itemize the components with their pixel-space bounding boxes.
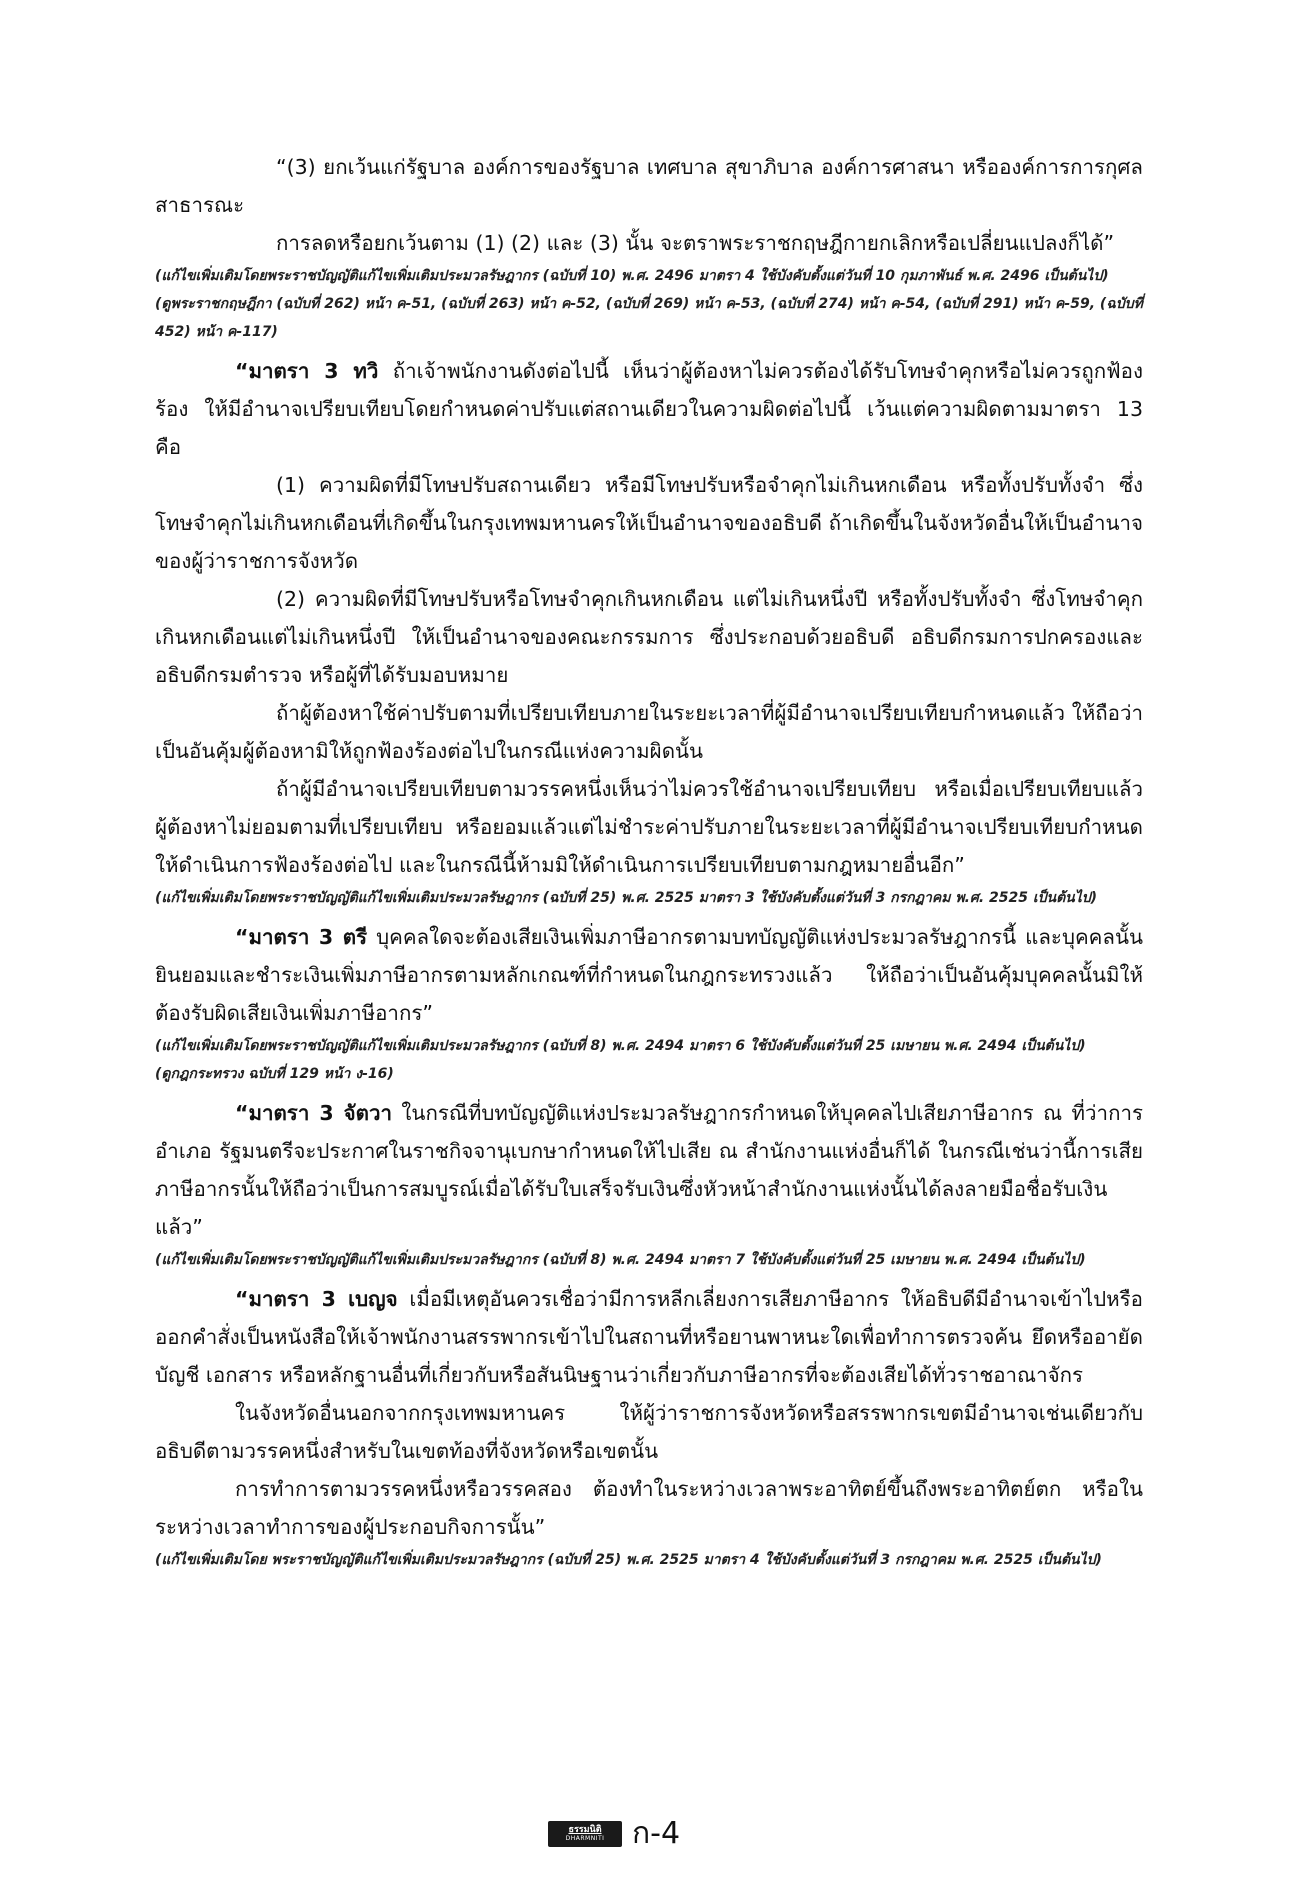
section-3-quinque-heading: “มาตรา 3 เบญจ xyxy=(235,1287,398,1311)
amendment-note: (แก้ไขเพิ่มเติมโดยพระราชบัญญัติแก้ไขเพิ่มเติมประมวลรัษฎากร (ฉบับที่ 8) พ.ศ. 2494 มาตรา 7 ใช้บังคับตั้งแต่วันที่ 25 เมษายน พ.ศ. 2494 เป็นต้นไป) xyxy=(155,1252,1086,1268)
dharmniti-logo xyxy=(548,1821,622,1847)
section-3-quater-heading: “มาตรา 3 จัตวา xyxy=(235,1101,393,1125)
section-3-bis-item-2: (2) ความผิดที่มีโทษปรับหรือโทษจำคุกเกินหกเดือน แต่ไม่เกินหนึ่งปี หรือทั้งปรับทั้งจำ ซึ่งโทษจำคุกเกินหกเดือนแต่ไม่เกินหนึ่งปี ให้เป็นอำนาจของคณะกรรมการ ซึ่งประกอบด้วยอธิบดี อธิบดีกรมการปกครองและอธิบดีกรมตำรวจ หรือผู้ที่ได้รับมอบหมาย xyxy=(155,587,1143,687)
amendment-note: (แก้ไขเพิ่มเติมโดยพระราชบัญญัติแก้ไขเพิ่มเติมประมวลรัษฎากร (ฉบับที่ 25) พ.ศ. 2525 มาตรา 3 ใช้บังคับตั้งแต่วันที่ 3 กรกฎาคม พ.ศ. 2525 เป็นต้นไป) xyxy=(155,890,1098,906)
section-3-ter-text: บุคคลใดจะต้องเสียเงินเพิ่มภาษีอากรตามบทบัญญัติแห่งประมวลรัษฎากรนี้ และบุคคลนั้นยินยอมและชำระเงินเพิ่มภาษีอากรตามหลักเกณฑ์ที่กำหนดในกฎกระทรวงแล้ว ให้ถือว่าเป็นอันคุ้มบุคคลนั้นมิให้ต้องรับผิดเสียเงินเพิ่มภาษีอากร” xyxy=(155,925,1143,1025)
logo-thai-text: ธรรมนิติ xyxy=(568,1825,602,1835)
section-3-quater-text: ในกรณีที่บทบัญญัติแห่งประมวลรัษฎากรกำหนดให้บุคคลไปเสียภาษีอากร ณ ที่ว่าการอำเภอ รัฐมนตรีจะประกาศในราชกิจจานุเบกษากำหนดให้ไปเสีย ณ สำนักงานแห่งอื่นก็ได้ ในกรณีเช่นว่านี้การเสียภาษีอากรนั้นให้ถือว่าเป็นการสมบูรณ์เมื่อได้รับใบเสร็จรับเงินซึ่งหัวหน้าสำนักงานแห่งนั้นได้ลงลายมือชื่อรับเงินแล้ว” xyxy=(155,1101,1144,1239)
section-3-quater xyxy=(155,1094,1143,1246)
section-3-quinque-para-2: ในจังหวัดอื่นนอกจากกรุงเทพมหานคร ให้ผู้ว่าราชการจังหวัดหรือสรรพากรเขตมีอำนาจเช่นเดียวกับอธิบดีตามวรรคหนึ่งสำหรับในเขตท้องที่จังหวัดหรือเขตนั้น xyxy=(155,1401,1143,1463)
section-3-bis-item-1: (1) ความผิดที่มีโทษปรับสถานเดียว หรือมีโทษปรับหรือจำคุกไม่เกินหกเดือน หรือทั้งปรับทั้งจำ ซึ่งโทษจำคุกไม่เกินหกเดือนที่เกิดขึ้นในกรุงเทพมหานครให้เป็นอำนาจของอธิบดี ถ้าเกิดขึ้นในจังหวัดอื่นให้เป็นอำนาจของผู้ว่าราชการจังหวัด xyxy=(155,473,1143,573)
reference-note: (ดูพระราชกฤษฎีกา (ฉบับที่ 262) หน้า ค-51, (ฉบับที่ 263) หน้า ค-52, (ฉบับที่ 269) หน้า ค-53, (ฉบับที่ 274) หน้า ค-54, (ฉบับที่ 291) หน้า ค-59, (ฉบับที่ 452) หน้า ค-117) xyxy=(155,296,1143,340)
page-number: ก-4 xyxy=(632,1816,681,1851)
amendment-note: (แก้ไขเพิ่มเติมโดย พระราชบัญญัติแก้ไขเพิ่มเติมประมวลรัษฎากร (ฉบับที่ 25) พ.ศ. 2525 มาตรา 4 ใช้บังคับตั้งแต่วันที่ 3 กรกฎาคม พ.ศ. 2525 เป็นต้นไป) xyxy=(155,1552,1102,1568)
section-3-bis-heading: “มาตรา 3 ทวิ xyxy=(235,359,379,383)
section-3-ter-heading: “มาตรา 3 ตรี xyxy=(235,925,368,949)
amendment-note: (แก้ไขเพิ่มเติมโดยพระราชบัญญัติแก้ไขเพิ่มเติมประมวลรัษฎากร (ฉบับที่ 8) พ.ศ. 2494 มาตรา 6 ใช้บังคับตั้งแต่วันที่ 25 เมษายน พ.ศ. 2494 เป็นต้นไป) xyxy=(155,1038,1086,1054)
section-3-bis-para-4: ถ้าผู้มีอำนาจเปรียบเทียบตามวรรคหนึ่งเห็นว่าไม่ควรใช้อำนาจเปรียบเทียบ หรือเมื่อเปรียบเทียบแล้วผู้ต้องหาไม่ยอมตามที่เปรียบเทียบ หรือยอมแล้วแต่ไม่ชำระค่าปรับภายในระยะเวลาที่ผู้มีอำนาจเปรียบเทียบกำหนดให้ดำเนินการฟ้องร้องต่อไป และในกรณีนี้ห้ามมิให้ดำเนินการเปรียบเทียบตามกฎหมายอื่นอีก” xyxy=(155,777,1143,877)
section-3-bis xyxy=(155,352,1143,466)
section-3-ter xyxy=(155,918,1143,1032)
section-3-quinque-text: เมื่อมีเหตุอันควรเชื่อว่ามีการหลีกเลี่ยงการเสียภาษีอากร ให้อธิบดีมีอำนาจเข้าไปหรือออกคำสั่งเป็นหนังสือให้เจ้าพนักงานสรรพากรเข้าไปในสถานที่หรือยานพาหนะใดเพื่อทำการตรวจค้น ยึดหรืออายัดบัญชี เอกสาร หรือหลักฐานอื่นที่เกี่ยวกับหรือสันนิษฐานว่าเกี่ยวกับภาษีอากรที่จะต้องเสียได้ทั่วราชอาณาจักร xyxy=(155,1287,1143,1387)
document-body xyxy=(155,148,1143,1574)
section-3-bis-para-3: ถ้าผู้ต้องหาใช้ค่าปรับตามที่เปรียบเทียบภายในระยะเวลาที่ผู้มีอำนาจเปรียบเทียบกำหนดแล้ว ให้ถือว่าเป็นอันคุ้มผู้ต้องหามิให้ถูกฟ้องร้องต่อไปในกรณีแห่งความผิดนั้น xyxy=(155,701,1143,763)
reference-note: (ดูกฎกระทรวง ฉบับที่ 129 หน้า ง-16) xyxy=(155,1066,394,1082)
section-3-quinque-para-3: การทำการตามวรรคหนึ่งหรือวรรคสอง ต้องทำในระหว่างเวลาพระอาทิตย์ขึ้นถึงพระอาทิตย์ตก หรือในระหว่างเวลาทำการของผู้ประกอบกิจการนั้น” xyxy=(155,1477,1143,1539)
page-footer xyxy=(548,1816,681,1851)
paragraph-exemption-3: “(3) ยกเว้นแก่รัฐบาล องค์การของรัฐบาล เทศบาล สุขาภิบาล องค์การศาสนา หรือองค์การการกุศลสาธารณะ xyxy=(155,155,1143,217)
amendment-note: (แก้ไขเพิ่มเติมโดยพระราชบัญญัติแก้ไขเพิ่มเติมประมวลรัษฎากร (ฉบับที่ 10) พ.ศ. 2496 มาตรา 4 ใช้บังคับตั้งแต่วันที่ 10 กุมภาพันธ์ พ.ศ. 2496 เป็นต้นไป) xyxy=(155,268,1109,284)
section-3-bis-text: ถ้าเจ้าพนักงานดังต่อไปนี้ เห็นว่าผู้ต้องหาไม่ควรต้องได้รับโทษจำคุกหรือไม่ควรถูกฟ้องร้อง ให้มีอำนาจเปรียบเทียบโดยกำหนดค่าปรับแต่สถานเดียวในความผิดต่อไปนี้ เว้นแต่ความผิดตามมาตรา 13 คือ xyxy=(155,359,1143,459)
logo-latin-text: DHARMNITI xyxy=(565,1835,605,1842)
section-3-quinque xyxy=(155,1280,1143,1394)
paragraph-reduction-clause: การลดหรือยกเว้นตาม (1) (2) และ (3) นั้น จะตราพระราชกฤษฎีกายกเลิกหรือเปลี่ยนแปลงก็ได้” xyxy=(276,231,1115,255)
